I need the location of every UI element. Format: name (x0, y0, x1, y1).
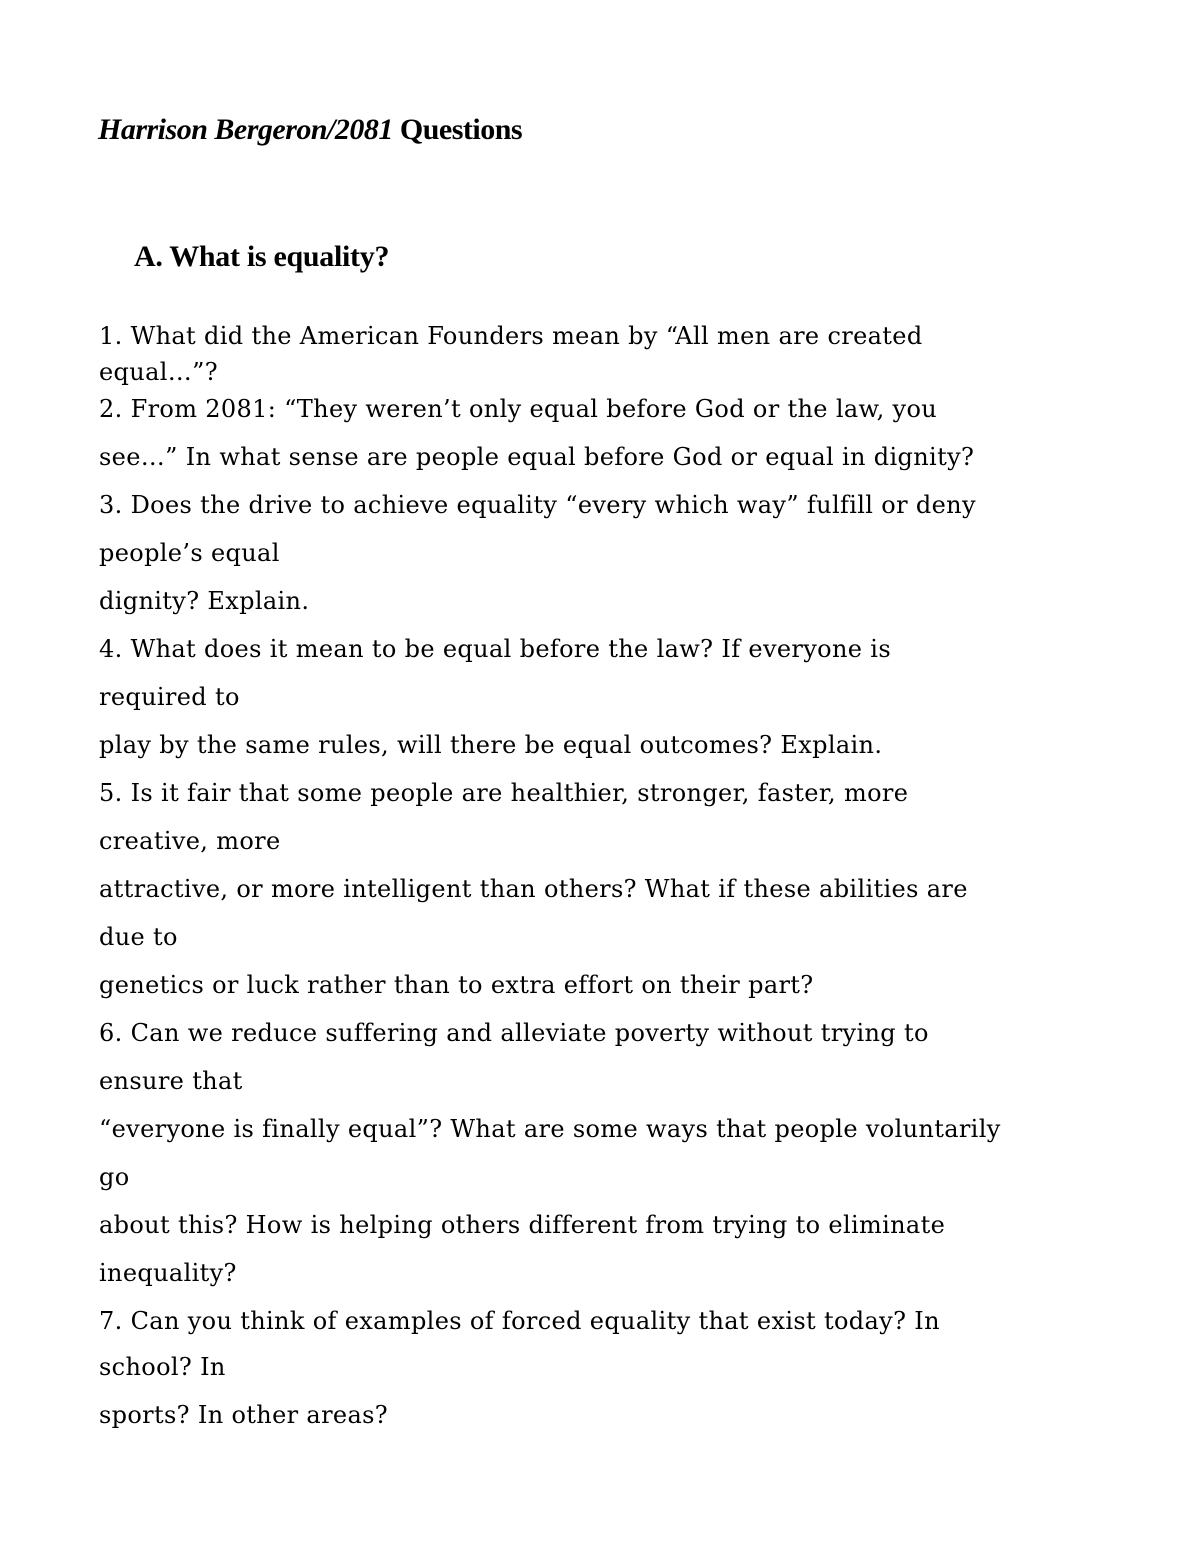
question-line: sports? In other areas? (99, 1401, 389, 1429)
question-line: equal…”? (99, 358, 218, 386)
question-line: 3. Does the drive to achieve equality “every which way” fulfill or deny (99, 491, 976, 519)
title-plain: Questions (392, 113, 523, 146)
question-line: “everyone is finally equal”? What are some ways that people voluntarily (99, 1115, 1001, 1143)
question-line: creative, more (99, 827, 281, 855)
question-line: about this? How is helping others different from trying to eliminate (99, 1211, 946, 1239)
question-line: see…” In what sense are people equal before God or equal in dignity? (99, 443, 975, 471)
question-line: required to (99, 683, 240, 711)
question-line: people’s equal (99, 539, 280, 567)
question-line: go (99, 1163, 130, 1191)
question-line: ensure that (99, 1067, 243, 1095)
question-line: school? In (99, 1353, 226, 1381)
question-line: 4. What does it mean to be equal before the law? If everyone is (99, 635, 891, 663)
question-line: 6. Can we reduce suffering and alleviate poverty without trying to (99, 1019, 929, 1047)
question-line: dignity? Explain. (99, 587, 310, 615)
question-line: 7. Can you think of examples of forced equality that exist today? In (99, 1307, 940, 1335)
question-line: 2. From 2081: “They weren’t only equal before God or the law, you (99, 395, 938, 423)
question-line: due to (99, 923, 178, 951)
title-italic: Harrison Bergeron/2081 (98, 113, 393, 146)
question-line: 5. Is it fair that some people are healthier, stronger, faster, more (99, 779, 909, 807)
section-heading: A. What is equality? (134, 240, 390, 273)
question-line: play by the same rules, will there be equal outcomes? Explain. (99, 731, 883, 759)
document-title (98, 110, 522, 150)
question-line: inequality? (99, 1259, 237, 1287)
question-line: attractive, or more intelligent than others? What if these abilities are (99, 875, 968, 903)
question-line: genetics or luck rather than to extra effort on their part? (99, 971, 814, 999)
question-line: 1. What did the American Founders mean by “All men are created (99, 322, 923, 350)
